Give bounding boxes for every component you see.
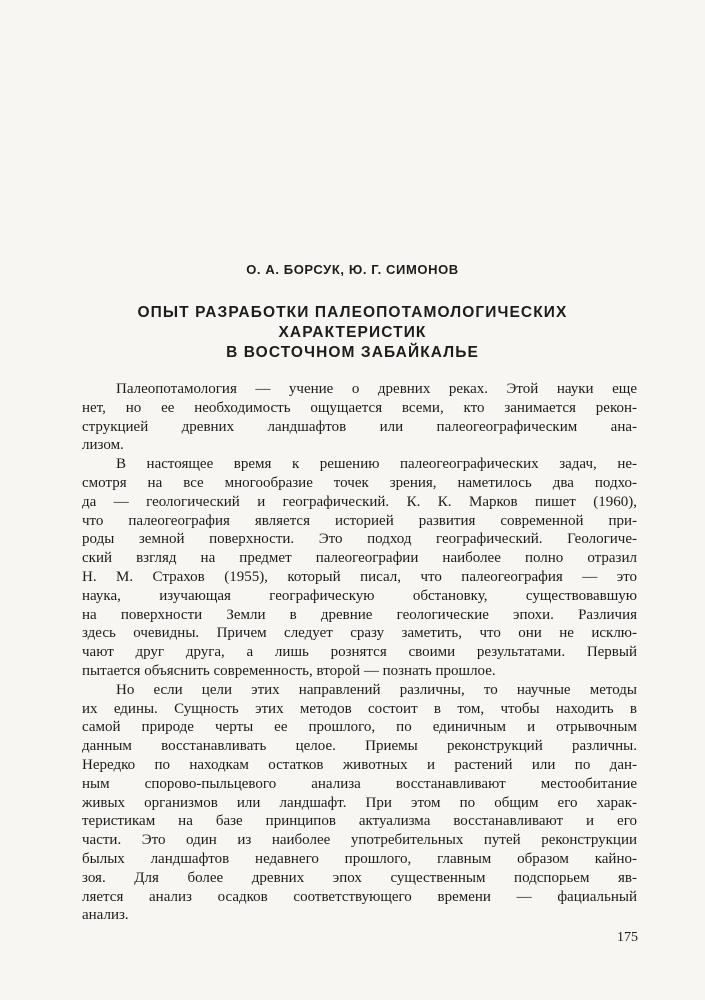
text-line: В настоящее время к решению палеогеографических задач, не- — [116, 456, 637, 473]
text-line: чают друг друга, а лишь рознятся своими результатами. Первый — [82, 644, 637, 661]
text-line: здесь очевидны. Причем следует сразу заметить, что они не исклю- — [82, 625, 637, 642]
text-line: их едины. Сущность этих методов состоит в том, чтобы находить в — [82, 700, 637, 717]
article-title — [0, 303, 705, 363]
text-line: струкцией древних ландшафтов или палеогеографическим ана- — [82, 418, 637, 435]
text-line: живых организмов или ландшафт. При этом по общим его харак- — [82, 794, 637, 811]
text-line: самой природе черты ее прошлого, по единичным и отрывочным — [82, 719, 637, 736]
title-line-1: ОПЫТ РАЗРАБОТКИ ПАЛЕОПОТАМОЛОГИЧЕСКИХ — [137, 304, 568, 321]
text-line: зоя. Для более древних эпох существенным подспорьем яв- — [82, 869, 637, 886]
text-line: Палеопотамология — учение о древних реках. Этой науки еще — [116, 381, 637, 397]
text-line: лизом. — [82, 437, 124, 454]
text-line: анализ. — [82, 907, 129, 924]
text-line: теристикам на базе принципов актуализма восстанавливают и его — [82, 813, 637, 830]
text-line: ляется анализ осадков соответствующего времени — фациальный — [82, 888, 637, 905]
text-line: данным восстанавливать целое. Приемы реконструкций различны. — [82, 738, 637, 755]
text-line: наука, изучающая географическую обстановку, существовавшую — [82, 587, 637, 604]
text-line: что палеогеография является историей развития современной при- — [82, 512, 637, 529]
body-text — [82, 380, 637, 925]
text-line: да — геологический и географический. К. К. Марков пишет (1960), — [82, 493, 637, 510]
page-number: 175 — [617, 930, 638, 945]
text-line: части. Это один из наиболее употребительных путей реконструкции — [82, 832, 637, 849]
text-line: ский взгляд на предмет палеогеографии наиболее полно отразил — [82, 550, 637, 567]
title-line-2: ХАРАКТЕРИСТИК — [278, 324, 427, 341]
text-line: Н. М. Страхов (1955), который писал, что палеогеография — это — [82, 568, 637, 585]
text-line: Но если цели этих направлений различны, то научные методы — [116, 681, 637, 698]
text-line: былых ландшафтов недавнего прошлого, главным образом кайно- — [82, 850, 637, 867]
text-line: смотря на все многообразие точек зрения, наметилось два подхо- — [82, 474, 637, 491]
text-line: нет, но ее необходимость ощущается всеми, кто занимается рекон- — [82, 399, 637, 416]
text-line: роды земной поверхности. Это подход географический. Геологиче- — [82, 531, 637, 548]
authors-line: О. А. БОРСУК, Ю. Г. СИМОНОВ — [246, 262, 459, 277]
text-line: ным спорово-пыльцевого анализа восстанавливают местообитание — [82, 775, 637, 792]
text-line: на поверхности Земли в древние геологические эпохи. Различия — [82, 606, 637, 623]
text-line: пытается объяснить современность, второй — познать прошлое. — [82, 662, 496, 679]
title-line-3: В ВОСТОЧНОМ ЗАБАЙКАЛЬЕ — [226, 344, 479, 361]
text-line: Нередко по находкам остатков животных и растений или по дан- — [82, 756, 637, 773]
